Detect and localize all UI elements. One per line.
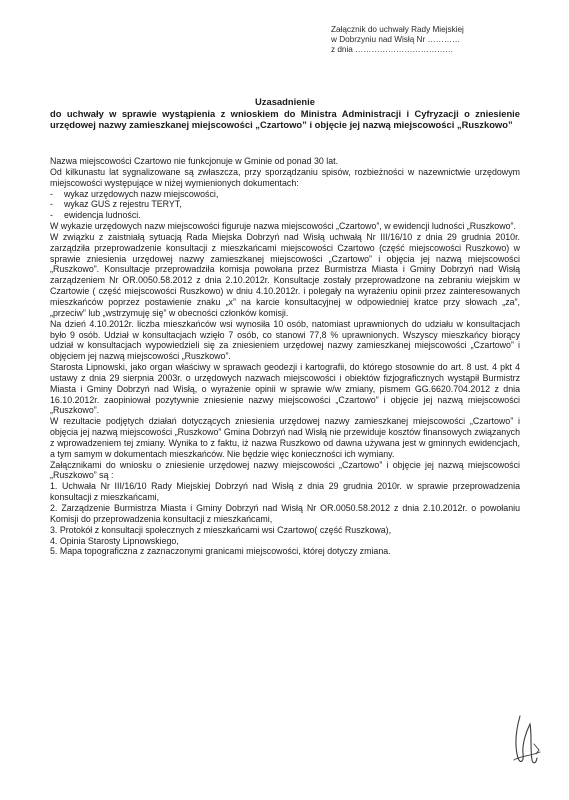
document-title: Uzasadnienie: [255, 96, 315, 107]
paragraph-8: Załącznikami do wniosku o zniesienie urzędowej nazwy miejscowości „Czartowo” i objęcie jej nazwą miejscowości „Ruszkowo” są :: [50, 459, 520, 481]
bullet-dash: -: [50, 199, 53, 210]
paragraph-5: Na dzień 4.10.2012r. liczba mieszkańców wsi wynosiła 10 osób, natomiast uprawnionych do udziału w konsultacjach było 9 osób. Udział w konsultacjach wzięło 7 osób, co stanowi 77,8 % uprawnionych. Wszyscy mieszkańcy biorący udział w konsultacjach wypowiedzieli się za zniesieniem urzędowej nazwy zamieszkanej miejscowości „Czartowo” i objęciem jej nazwą miejscowości „Ruszkowo”.: [50, 318, 520, 362]
attachment-list-item: 2. Zarządzenie Burmistrza Miasta i Gminy Dobrzyń nad Wisłą Nr OR.0050.58.2012 z dnia 2.10.2012r. o powołaniu Komisji do przeprowadzenia konsultacji z mieszkańcami,: [50, 503, 520, 524]
bullet-item: [50, 199, 520, 210]
attachment-list-item: 3. Protokół z konsultacji społecznych z mieszkańcami wsi Czartowo( część Ruszkowa),: [50, 524, 392, 535]
paragraph-3: W wykazie urzędowych nazw miejscowości figuruje nazwa miejscowości „Czartowo”, w ewidencji ludności „Ruszkowo”.: [50, 221, 516, 232]
attachment-note: [331, 25, 556, 55]
document-subtitle: do uchwały w sprawie wystąpienia z wnioskiem do Ministra Administracji i Cyfryzacji o zniesienie urzędowej nazwy zamieszkanej miejscowości „Czartowo” i objęcie jej nazwą miejscowości „Ruszkowo”: [50, 107, 520, 130]
bullet-dash: -: [50, 210, 53, 221]
handwritten-signature-icon: [506, 710, 546, 770]
bullet-item: [50, 189, 520, 200]
paragraph-2: Od kilkunastu lat sygnalizowane są zwłaszcza, przy sporządzaniu spisów, rozbieżności w nazewnictwie urzędowym miejscowości występujące w niżej wymienionych dokumentach:: [50, 166, 520, 188]
attachment-list-item: 1. Uchwała Nr III/16/10 Rady Miejskiej Dobrzyń nad Wisłą z dnia 29 grudnia 2010r. w sprawie przeprowadzenia konsultacji z mieszkańcami,: [50, 481, 520, 503]
paragraph-4: W związku z zaistniałą sytuacją Rada Miejska Dobrzyń nad Wisłą uchwałą Nr III/16/10 z dnia 29 grudnia 2010r. zarządziła przeprowadzenie konsultacji z mieszkańcami miejscowości Czartowo (część miejscowości Ruszkowo) w sprawie zniesienia urzędowej nazwy zamieszkanej miejscowości „Czartowo” i objęcia jej nazwą miejscowości „Ruszkowo”. Konsultacje przeprowadziła komisja powołana przez Burmistrza Miasta i Gminy Dobrzyń nad Wisłą zarządzeniem Nr OR.0050.58.2012 z dnia 2.10.2012r. Konsultacje zostały przeprowadzone na zebraniu wiejskim w Czartowie ( część miejscowości Ruszkowo) w dniu 4.10.2012r. i polegały na wyrażeniu opinii przez zainteresowanych mieszkańców poprzez postawienie znaku „x” na karcie konsultacyjnej w odpowiedniej kratce przy słowach „za”, „przeciw” lub „wstrzymuję się” w obecności członków komisji.: [50, 231, 520, 318]
attachment-line-1: Załącznik do uchwały Rady Miejskiej: [331, 25, 464, 34]
attachment-line-2: w Dobrzyniu nad Wisłą Nr …………: [331, 35, 461, 44]
bullet-item: [50, 210, 520, 221]
paragraph-7: W rezultacie podjętych działań dotyczących zniesienia urzędowej nazwy zamieszkanej miejscowości „Czartowo” i objęcia jej nazwą miejscowości „Ruszkowo” Gmina Dobrzyń nad Wisłą nie przewiduje kosztów finansowych związanych z wprowadzeniem tej zmiany. Wynika to z faktu, iż nazwa Ruszkowo od dawna używana jest w gminnych ewidencjach, a tym samym w dokumentach mieszkańców. Nie będzie więc konieczności ich wymiany.: [50, 416, 520, 459]
bullet-text: wykaz urzędowych nazw miejscowości,: [64, 188, 219, 199]
bullet-text: wykaz GUS z rejestru TERYT,: [64, 199, 182, 210]
bullet-text: ewidencja ludności.: [64, 210, 141, 221]
attachment-list-item: 4. Opinia Starosty Lipnowskiego,: [50, 535, 179, 546]
attachment-line-3: z dnia ………………………………: [331, 45, 454, 54]
document-body: [50, 156, 520, 557]
paragraph-1: Nazwa miejscowości Czartowo nie funkcjonuje w Gminie od ponad 30 lat.: [50, 156, 339, 166]
paragraph-6: Starosta Lipnowski, jako organ właściwy w sprawach geodezji i kartografii, do którego stosownie do art. 8 ust. 4 pkt 4 ustawy z dnia 29 sierpnia 2003r. o urzędowych nazwach miejscowości i obiektów fizjograficznych wystąpił Burmistrz Miasta i Gminy Dobrzyń nad Wisłą, o wyrażenie opinii w sprawie w/w zmiany, pismem GG.6620.704.2012 z dnia 16.10.2012r. zaopiniował pozytywnie zniesienie nazwy miejscowości „Czartowo” i objęcie jej nazwą miejscowości „Ruszkowo”.: [50, 362, 520, 416]
document-heading: [50, 96, 520, 131]
attachment-list-item: 5. Mapa topograficzna z zaznaczonymi granicami miejscowości, której dotyczy zmiana.: [50, 546, 391, 557]
bullet-dash: -: [50, 188, 53, 199]
